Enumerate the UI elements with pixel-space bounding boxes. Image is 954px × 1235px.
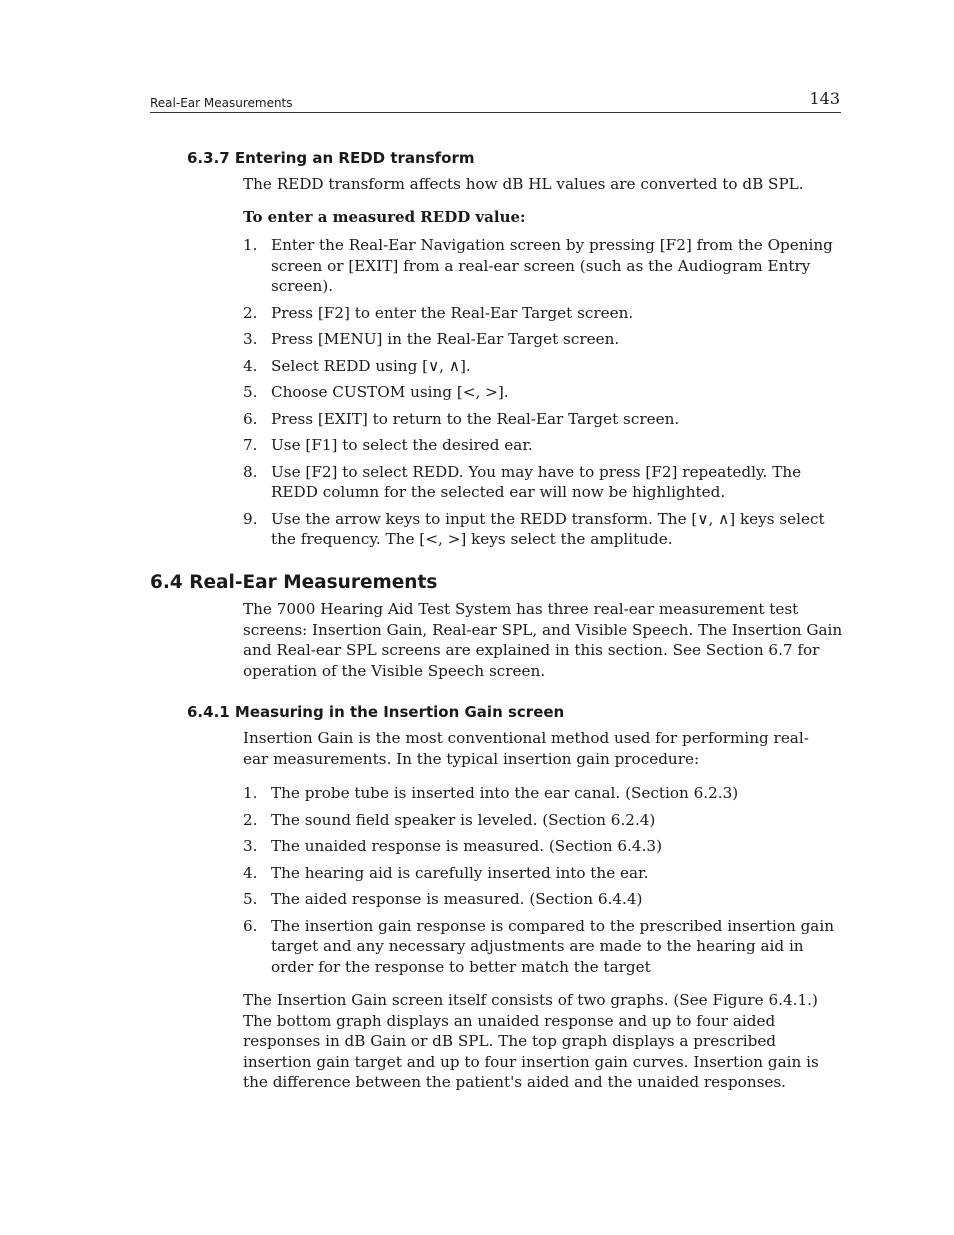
list-item-number: 3.: [243, 837, 258, 855]
list-item-number: 2.: [243, 810, 258, 829]
list-item-number: 6.: [243, 409, 258, 428]
section-641-closing: The Insertion Gain screen itself consists of two graphs. (See Figure 6.4.1.) The bottom graph displays an unaided response and up to four aided responses in dB Gain or dB SPL. The top graph displays a prescribed insertion gain target and up to four insertion gain curves. Insertion gain is the difference between the patient's aided and the unaided responses.: [243, 991, 819, 1091]
section-64-body: The 7000 Hearing Aid Test System has three real-ear measurement test screens: Insertion Gain, Real-ear SPL, and Visible Speech. The Insertion Gain and Real-ear SPL screens are explained in this section. See Section 6.7 for operation of the Visible Speech screen.: [243, 600, 843, 680]
list-item-text: Press [MENU] in the Real-Ear Target screen.: [271, 330, 620, 348]
list-item-number: 1.: [243, 784, 258, 802]
list-item-number: 9.: [243, 509, 258, 528]
list-item-text: Use [F2] to select REDD. You may have to press [F2] repeatedly. The REDD column for the selected ear will now be highlighted.: [271, 462, 802, 501]
list-item: [243, 356, 833, 377]
list-item-text: The aided response is measured. (Section 6.4.4): [271, 890, 643, 908]
list-item-text: Enter the Real-Ear Navigation screen by pressing [F2] from the Opening screen or [EXIT] from a real-ear screen (such as the Audiogram Entry screen).: [271, 236, 833, 295]
section-641-heading: 6.4.1 Measuring in the Insertion Gain screen: [187, 703, 565, 721]
list-item-number: 7.: [243, 436, 258, 454]
list-item: [243, 382, 833, 403]
list-item: [243, 303, 833, 324]
page-number: 143: [809, 89, 840, 108]
list-item-number: 4.: [243, 356, 258, 375]
list-item-number: 5.: [243, 383, 258, 401]
section-637-heading: 6.3.7 Entering an REDD transform: [187, 149, 475, 167]
list-item-number: 6.: [243, 916, 258, 935]
list-item-text: The probe tube is inserted into the ear canal. (Section 6.2.3): [271, 784, 739, 802]
list-item-text: The hearing aid is carefully inserted into the ear.: [271, 863, 649, 882]
list-item-number: 2.: [243, 303, 258, 322]
section-637-intro: The REDD transform affects how dB HL values are converted to dB SPL.: [243, 175, 804, 193]
procedure-title: To enter a measured REDD value:: [243, 208, 526, 226]
list-item-text: The sound field speaker is leveled. (Section 6.2.4): [271, 810, 656, 829]
list-item-text: Use the arrow keys to input the REDD transform. The [∨, ∧] keys select the frequency. The [<, >] keys select the amplitude.: [271, 509, 825, 548]
insertion-gain-steps-list: [243, 783, 843, 983]
list-item-text: The unaided response is measured. (Section 6.4.3): [271, 837, 662, 855]
list-item-number: 4.: [243, 863, 258, 882]
list-item: [243, 409, 833, 430]
list-item-number: 8.: [243, 462, 258, 481]
list-item-text: Use [F1] to select the desired ear.: [271, 436, 533, 454]
list-item: [243, 916, 843, 978]
list-item: [243, 462, 833, 503]
list-item: [243, 329, 833, 350]
list-item-text: Choose CUSTOM using [<, >].: [271, 383, 509, 401]
list-item: [243, 836, 843, 857]
section-641-intro: Insertion Gain is the most conventional method used for performing real-ear measurements. In the typical insertion gain procedure:: [243, 729, 809, 768]
list-item-number: 5.: [243, 890, 258, 908]
list-item: [243, 889, 843, 910]
list-item: [243, 235, 833, 297]
list-item-text: Select REDD using [∨, ∧].: [271, 356, 471, 375]
list-item-text: The insertion gain response is compared to the prescribed insertion gain target and any necessary adjustments are made to the hearing aid in order for the response to better match the target: [271, 916, 834, 976]
section-64-heading: 6.4 Real-Ear Measurements: [150, 572, 438, 593]
redd-steps-list: [243, 235, 833, 556]
list-item-number: 1.: [243, 236, 258, 254]
list-item-number: 3.: [243, 330, 258, 348]
list-item: [243, 435, 833, 456]
list-item: [243, 783, 843, 804]
running-title: Real-Ear Measurements: [150, 96, 293, 110]
list-item: [243, 810, 843, 831]
running-header: [150, 89, 841, 113]
list-item-text: Press [EXIT] to return to the Real-Ear Target screen.: [271, 409, 680, 428]
list-item: [243, 863, 843, 884]
list-item-text: Press [F2] to enter the Real-Ear Target screen.: [271, 303, 634, 322]
list-item: [243, 509, 833, 550]
